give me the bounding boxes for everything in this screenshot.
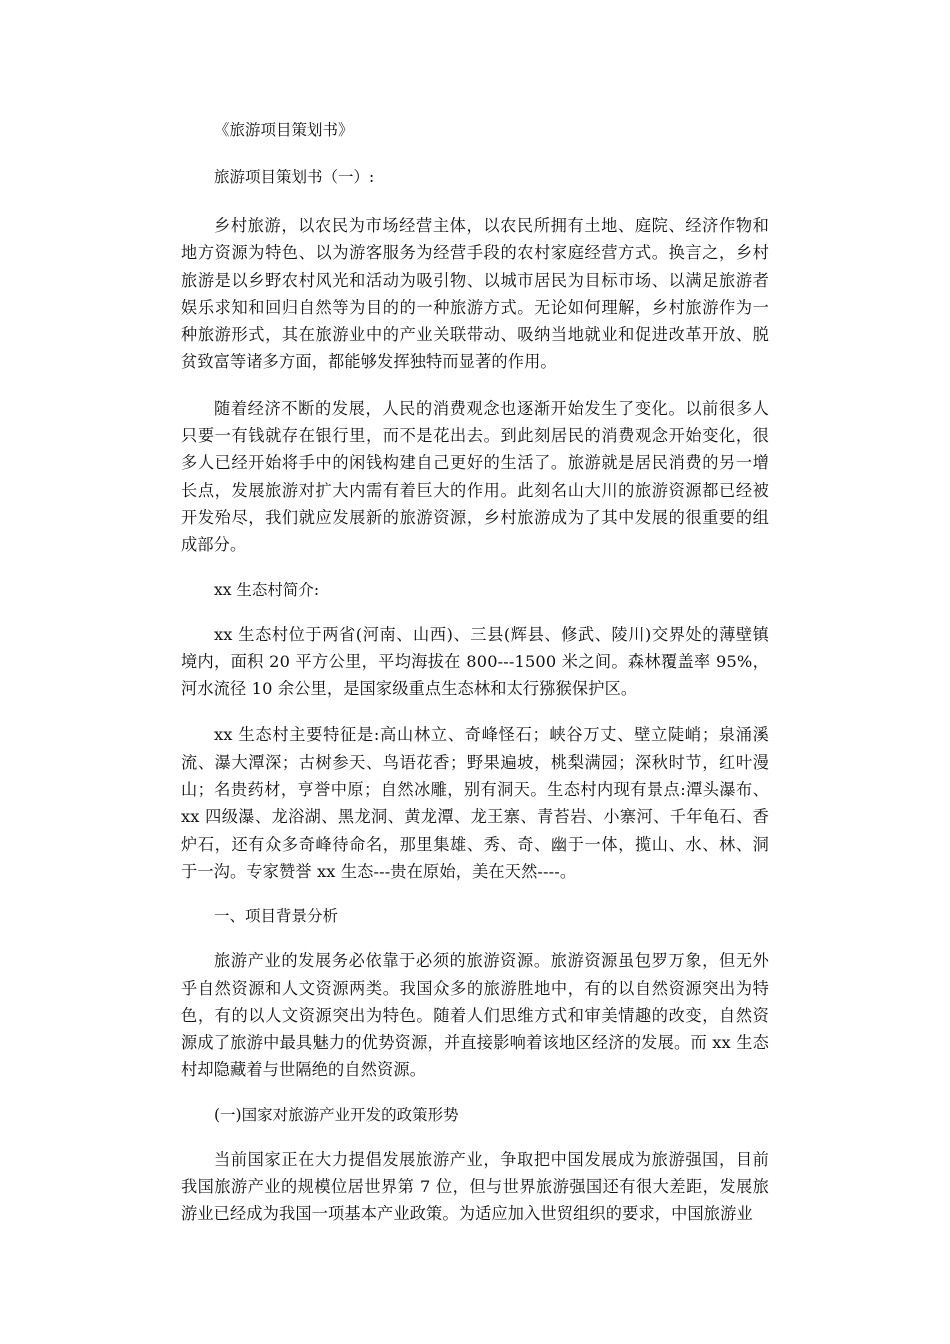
spacer [181, 702, 769, 721]
spacer [181, 189, 769, 212]
section-heading-policy: (一)国家对旅游产业开发的政策形势 [214, 1105, 459, 1124]
spacer [181, 142, 769, 165]
paragraph-policy: 当前国家正在大力提倡发展旅游产业，争取把中国发展成为旅游强国，目前我国旅游产业的规模位居世界第 7 位，但与世界旅游强国还有很大差距，发展旅游业已经成为我国一项基本产业政策。为适应加入世贸组织的要求，中国旅游业 [181, 1149, 769, 1224]
spacer [181, 376, 769, 395]
document-page [181, 118, 769, 1228]
document-title: 《旅游项目策划书》 [214, 121, 354, 139]
spacer [181, 928, 769, 947]
paragraph-village-features: xx 生态村主要特征是:高山林立、奇峰怪石；峡谷万丈、壁立陡峭；泉涌溪流、瀑大潭深；古树参天、鸟语花香；野果遍坡，桃梨满园；深秋时节，红叶漫山；名贵药材，亨誉中原；自然冰雕，别有洞天。生态村内现有景点:潭头瀑布、xx 四级瀑、龙浴湖、黑龙洞、黄龙潭、龙王寨、青苔岩、小寨河、千年龟石、香炉石，还有众多奇峰待命名，那里集雄、秀、奇、幽于一体，揽山、水、林、洞于一沟。专家赞誉 xx 生态---贵在原始，美在天然----。 [181, 725, 769, 881]
spacer [181, 602, 769, 621]
document-subtitle: 旅游项目策划书（一）: [214, 168, 375, 186]
paragraph-background: 旅游产业的发展务必依靠于必须的旅游资源。旅游资源虽包罗万象，但无外乎自然资源和人文资源两类。我国众多的旅游胜地中，有的以自然资源突出为特色，有的以人文资源突出为特色。随着人们思维方式和审美情趣的改变，自然资源成了旅游中最具魅力的优势资源，并直接影响着该地区经济的发展。而 xx 生态村却隐藏着与世隔绝的自然资源。 [181, 951, 769, 1080]
spacer [181, 1084, 769, 1103]
spacer [181, 559, 769, 578]
spacer [181, 1127, 769, 1146]
section-heading-background: 一、项目背景分析 [214, 907, 339, 926]
spacer [181, 885, 769, 904]
section-heading-intro: xx 生态村简介: [214, 580, 320, 599]
paragraph-village-location: xx 生态村位于两省(河南、山西)、三县(辉县、修武、陵川)交界处的薄壁镇境内，面积 20 平方公里，平均海拔在 800---1500 米之间。森林覆盖率 95%，河水流径 10 余公里，是国家级重点生态林和太行猕猴保护区。 [181, 624, 769, 699]
paragraph-consumption: 随着经济不断的发展，人民的消费观念也逐渐开始发生了变化。以前很多人只要一有钱就存在银行里，而不是花出去。到此刻居民的消费观念开始变化，很多人已经开始将手中的闲钱构建自己更好的生活了。旅游就是居民消费的另一增长点，发展旅游对扩大内需有着巨大的作用。此刻名山大川的旅游资源都已经被开发殆尽，我们就应发展新的旅游资源，乡村旅游成为了其中发展的很重要的组成部分。 [181, 398, 769, 555]
paragraph-rural-tourism: 乡村旅游，以农民为市场经营主体，以农民所拥有土地、庭院、经济作物和地方资源为特色、以为游客服务为经营手段的农村家庭经营方式。换言之，乡村旅游是以乡野农村风光和活动为吸引物、以城市居民为目标市场、以满足旅游者娱乐求知和回归自然等为目的的一种旅游方式。无论如何理解，乡村旅游作为一种旅游形式，其在旅游业中的产业关联带动、吸纳当地就业和促进改革开放、脱贫致富等诸多方面，都能够发挥独特而显著的作用。 [181, 216, 769, 372]
